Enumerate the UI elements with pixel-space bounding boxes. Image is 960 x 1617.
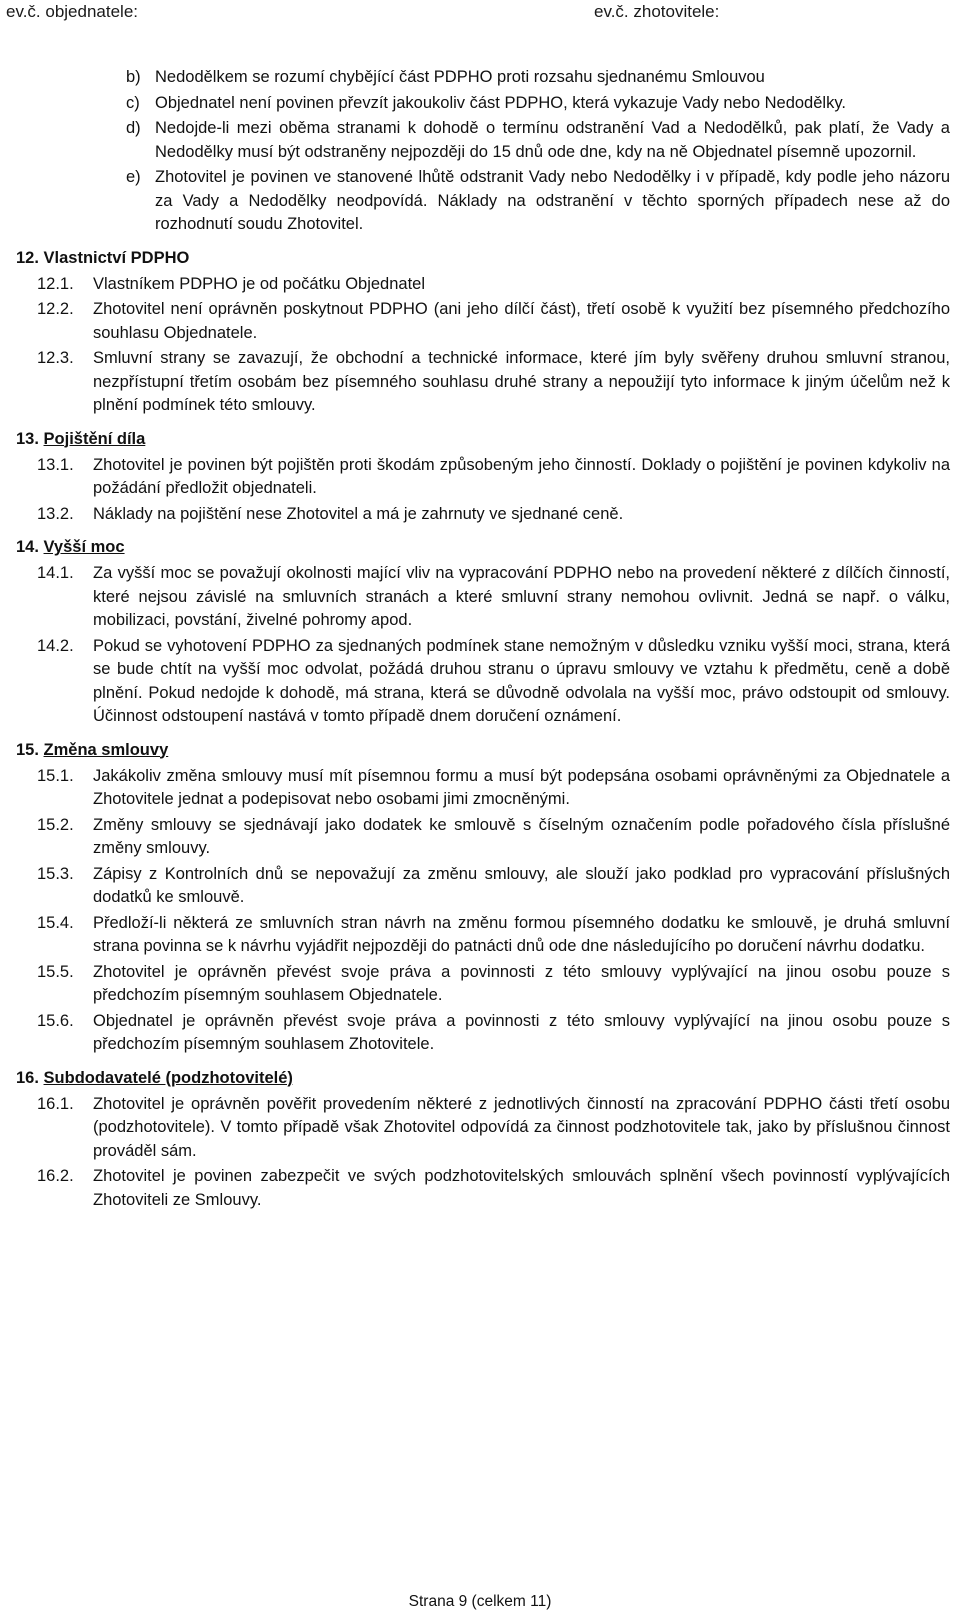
clause-number: 12.1. [37, 274, 74, 293]
clause-number: 16.1. [37, 1094, 74, 1113]
clause [0, 863, 960, 910]
list-item [0, 166, 960, 237]
clause-text: Zápisy z Kontrolních dnů se nepovažují za změnu smlouvy, ale slouží jako podklad pro vypracování příslušných dodatků ke smlouvě. [93, 864, 950, 906]
section [0, 428, 960, 527]
clause [0, 273, 960, 297]
clause-text: Zhotovitel je povinen zabezpečit ve svých podzhotovitelských smlouvách splnění všech povinností vyplývajících Zhotoviteli ze Smlouvy. [93, 1167, 950, 1209]
clause-text: Smluvní strany se zavazují, že obchodní a technické informace, které jím byly svěřeny druhou smluvní stranou, nezpřístupní třetím osobám bez písemného souhlasu druhé strany a nepoužijí tyto informace k jiným účelům než k plnění podmínek této smlouvy. [93, 349, 950, 414]
list-item [0, 92, 960, 116]
clause-text: Pokud se vyhotovení PDPHO za sjednaných podmínek stane nemožným v důsledku vzniku vyšší moci, strana, která se bude chtít na vyšší moc odvolat, požádá druhou stranu o úpravu smlouvy ve vztahu k předmětu, ceně a době plnění. Pokud nedojde k dohodě, má strana, která se důvodně odvolala na vyšší moc, právo odstoupit od smlouvy. Účinnost odstoupení nastává v tomto případě dnem doručení oznámení. [93, 636, 950, 725]
clause [0, 912, 960, 959]
list-item [0, 66, 960, 90]
clause-number: 16.2. [37, 1167, 74, 1185]
clause-text: Jakákoliv změna smlouvy musí mít písemnou formu a musí být podepsána osobami oprávněnými za Objednatele a Zhotovitele jednat a podepisovat nebo osobami jimi zmocněnými. [93, 766, 950, 808]
clause-number: 15.3. [37, 864, 74, 883]
clause-text: Zhotovitel je oprávněn převést svoje práva a povinnosti z této smlouvy vyplývající na jinou osobu pouze s předchozím písemným souhlasem Objednatele. [93, 962, 950, 1004]
section-number: 14. [16, 538, 39, 556]
section-heading [16, 428, 960, 454]
section-title: Subdodavatelé (podzhotovitelé) [43, 1068, 293, 1087]
clause-text: Náklady na pojištění nese Zhotovitel a má je zahrnuty ve sjednané ceně. [93, 504, 624, 523]
section [0, 1067, 960, 1213]
intro-list [0, 66, 960, 237]
section-title: Změna smlouvy [43, 740, 169, 759]
clause-number: 15.4. [37, 913, 74, 932]
clause-text: Zhotovitel není oprávněn poskytnout PDPHO (ani jeho dílčí část), třetí osobě k využití bez písemného předchozího souhlasu Objednatele. [93, 300, 950, 342]
clause-number: 13.1. [37, 455, 74, 474]
list-item-text: Objednatel není povinen převzít jakoukoliv část PDPHO, která vykazuje Vady nebo Nedodělky. [155, 93, 846, 112]
clause [0, 961, 960, 1008]
clause-text: Změny smlouvy se sjednávají jako dodatek ke smlouvě s číselným označením podle pořadového čísla příslušné změny smlouvy. [93, 815, 950, 857]
list-item [0, 117, 960, 164]
clause [0, 503, 960, 527]
header-contractor-ref: ev.č. zhotovitele: [594, 2, 720, 21]
clause-text: Za vyšší moc se považují okolnosti mající vliv na vypracování PDPHO nebo na provedení některé z dílčích činností, které nejsou závislé na smluvních stranách a které smluvní strany nemohou ovlivnit. Jedná se např. o válku, mobilizaci, povstání, živelné pohromy apod. [93, 564, 950, 629]
clause [0, 1010, 960, 1057]
clause-number: 15.6. [37, 1011, 74, 1030]
section-number: 13. [16, 429, 39, 448]
list-item-label: e) [126, 168, 141, 186]
section-heading [16, 247, 960, 273]
clause-number: 12.3. [37, 349, 74, 367]
clause-number: 15.1. [37, 766, 74, 785]
clause-number: 13.2. [37, 504, 74, 523]
clause-number: 14.1. [37, 564, 74, 582]
section-title: Vlastnictví PDPHO [43, 248, 190, 267]
list-item-text: Zhotovitel je povinen ve stanovené lhůtě odstranit Vady nebo Nedodělky i v případě, kdy podle jeho názoru za Vady a Nedodělky neodpovídá. Náklady na odstranění v těchto sporných případech nese až do rozhodnutí soudu Zhotovitel. [155, 168, 950, 233]
clause-text: Zhotovitel je povinen být pojištěn proti škodám způsobeným jeho činností. Doklady o pojištění je povinen kdykoliv na požádání předložit objednateli. [93, 455, 950, 497]
section-number: 15. [16, 740, 39, 759]
list-item-text: Nedojde-li mezi oběma stranami k dohodě o termínu odstranění Vad a Nedodělků, pak platí, že Vady a Nedodělky musí být odstraněny nejpozději do 15 dnů ode dne, kdy na ně Objednatel písemně upozornil. [155, 119, 950, 161]
section-heading [16, 536, 960, 562]
clause-number: 15.2. [37, 815, 74, 834]
list-item-text: Nedodělkem se rozumí chybějící část PDPHO proti rozsahu sjednanému Smlouvou [155, 68, 765, 86]
clause-number: 14.2. [37, 636, 74, 655]
sections-container [0, 247, 960, 1213]
section-heading [16, 739, 960, 765]
clause [0, 765, 960, 812]
section [0, 247, 960, 418]
clause-number: 15.5. [37, 962, 74, 981]
section-heading [16, 1067, 960, 1093]
clause [0, 562, 960, 633]
list-item-label: d) [126, 119, 141, 137]
document-body [0, 66, 960, 1214]
clause [0, 635, 960, 729]
clause [0, 298, 960, 345]
list-item-label: b) [126, 68, 141, 86]
page-header [0, 0, 960, 26]
clause-text: Objednatel je oprávněn převést svoje práva a povinnosti z této smlouvy vyplývající na jinou osobu pouze s předchozím písemným souhlasem Zhotovitele. [93, 1011, 950, 1053]
clause [0, 454, 960, 501]
clause-text: Vlastníkem PDPHO je od počátku Objednatel [93, 274, 426, 293]
clause [0, 1093, 960, 1164]
list-item-label: c) [126, 93, 140, 112]
clause [0, 814, 960, 861]
section-title: Vyšší moc [43, 538, 125, 556]
section [0, 536, 960, 729]
section-number: 16. [16, 1068, 39, 1087]
section-number: 12. [16, 248, 39, 267]
section-title: Pojištění díla [43, 429, 146, 448]
clause [0, 1165, 960, 1212]
clause-text: Předloží-li některá ze smluvních stran návrh na změnu formou písemného dodatku ke smlouvě, je druhá smluvní strana povinna se k návrhu vyjádřit nejpozději do patnácti dnů ode dne následujícího po doručení návrhu dodatku. [93, 913, 950, 955]
clause-number: 12.2. [37, 300, 74, 318]
page-number: Strana 9 (celkem 11) [408, 1593, 552, 1610]
page-footer [0, 1590, 960, 1614]
clause [0, 347, 960, 418]
clause-text: Zhotovitel je oprávněn pověřit provedením některé z jednotlivých činností na zpracování PDPHO části třetí osobu (podzhotovitele). V tomto případě však Zhotovitel odpovídá za činnost podzhotovitele tak, jako by příslušnou činnost prováděl sám. [93, 1094, 950, 1160]
section [0, 739, 960, 1057]
header-client-ref: ev.č. objednatele: [6, 2, 138, 21]
